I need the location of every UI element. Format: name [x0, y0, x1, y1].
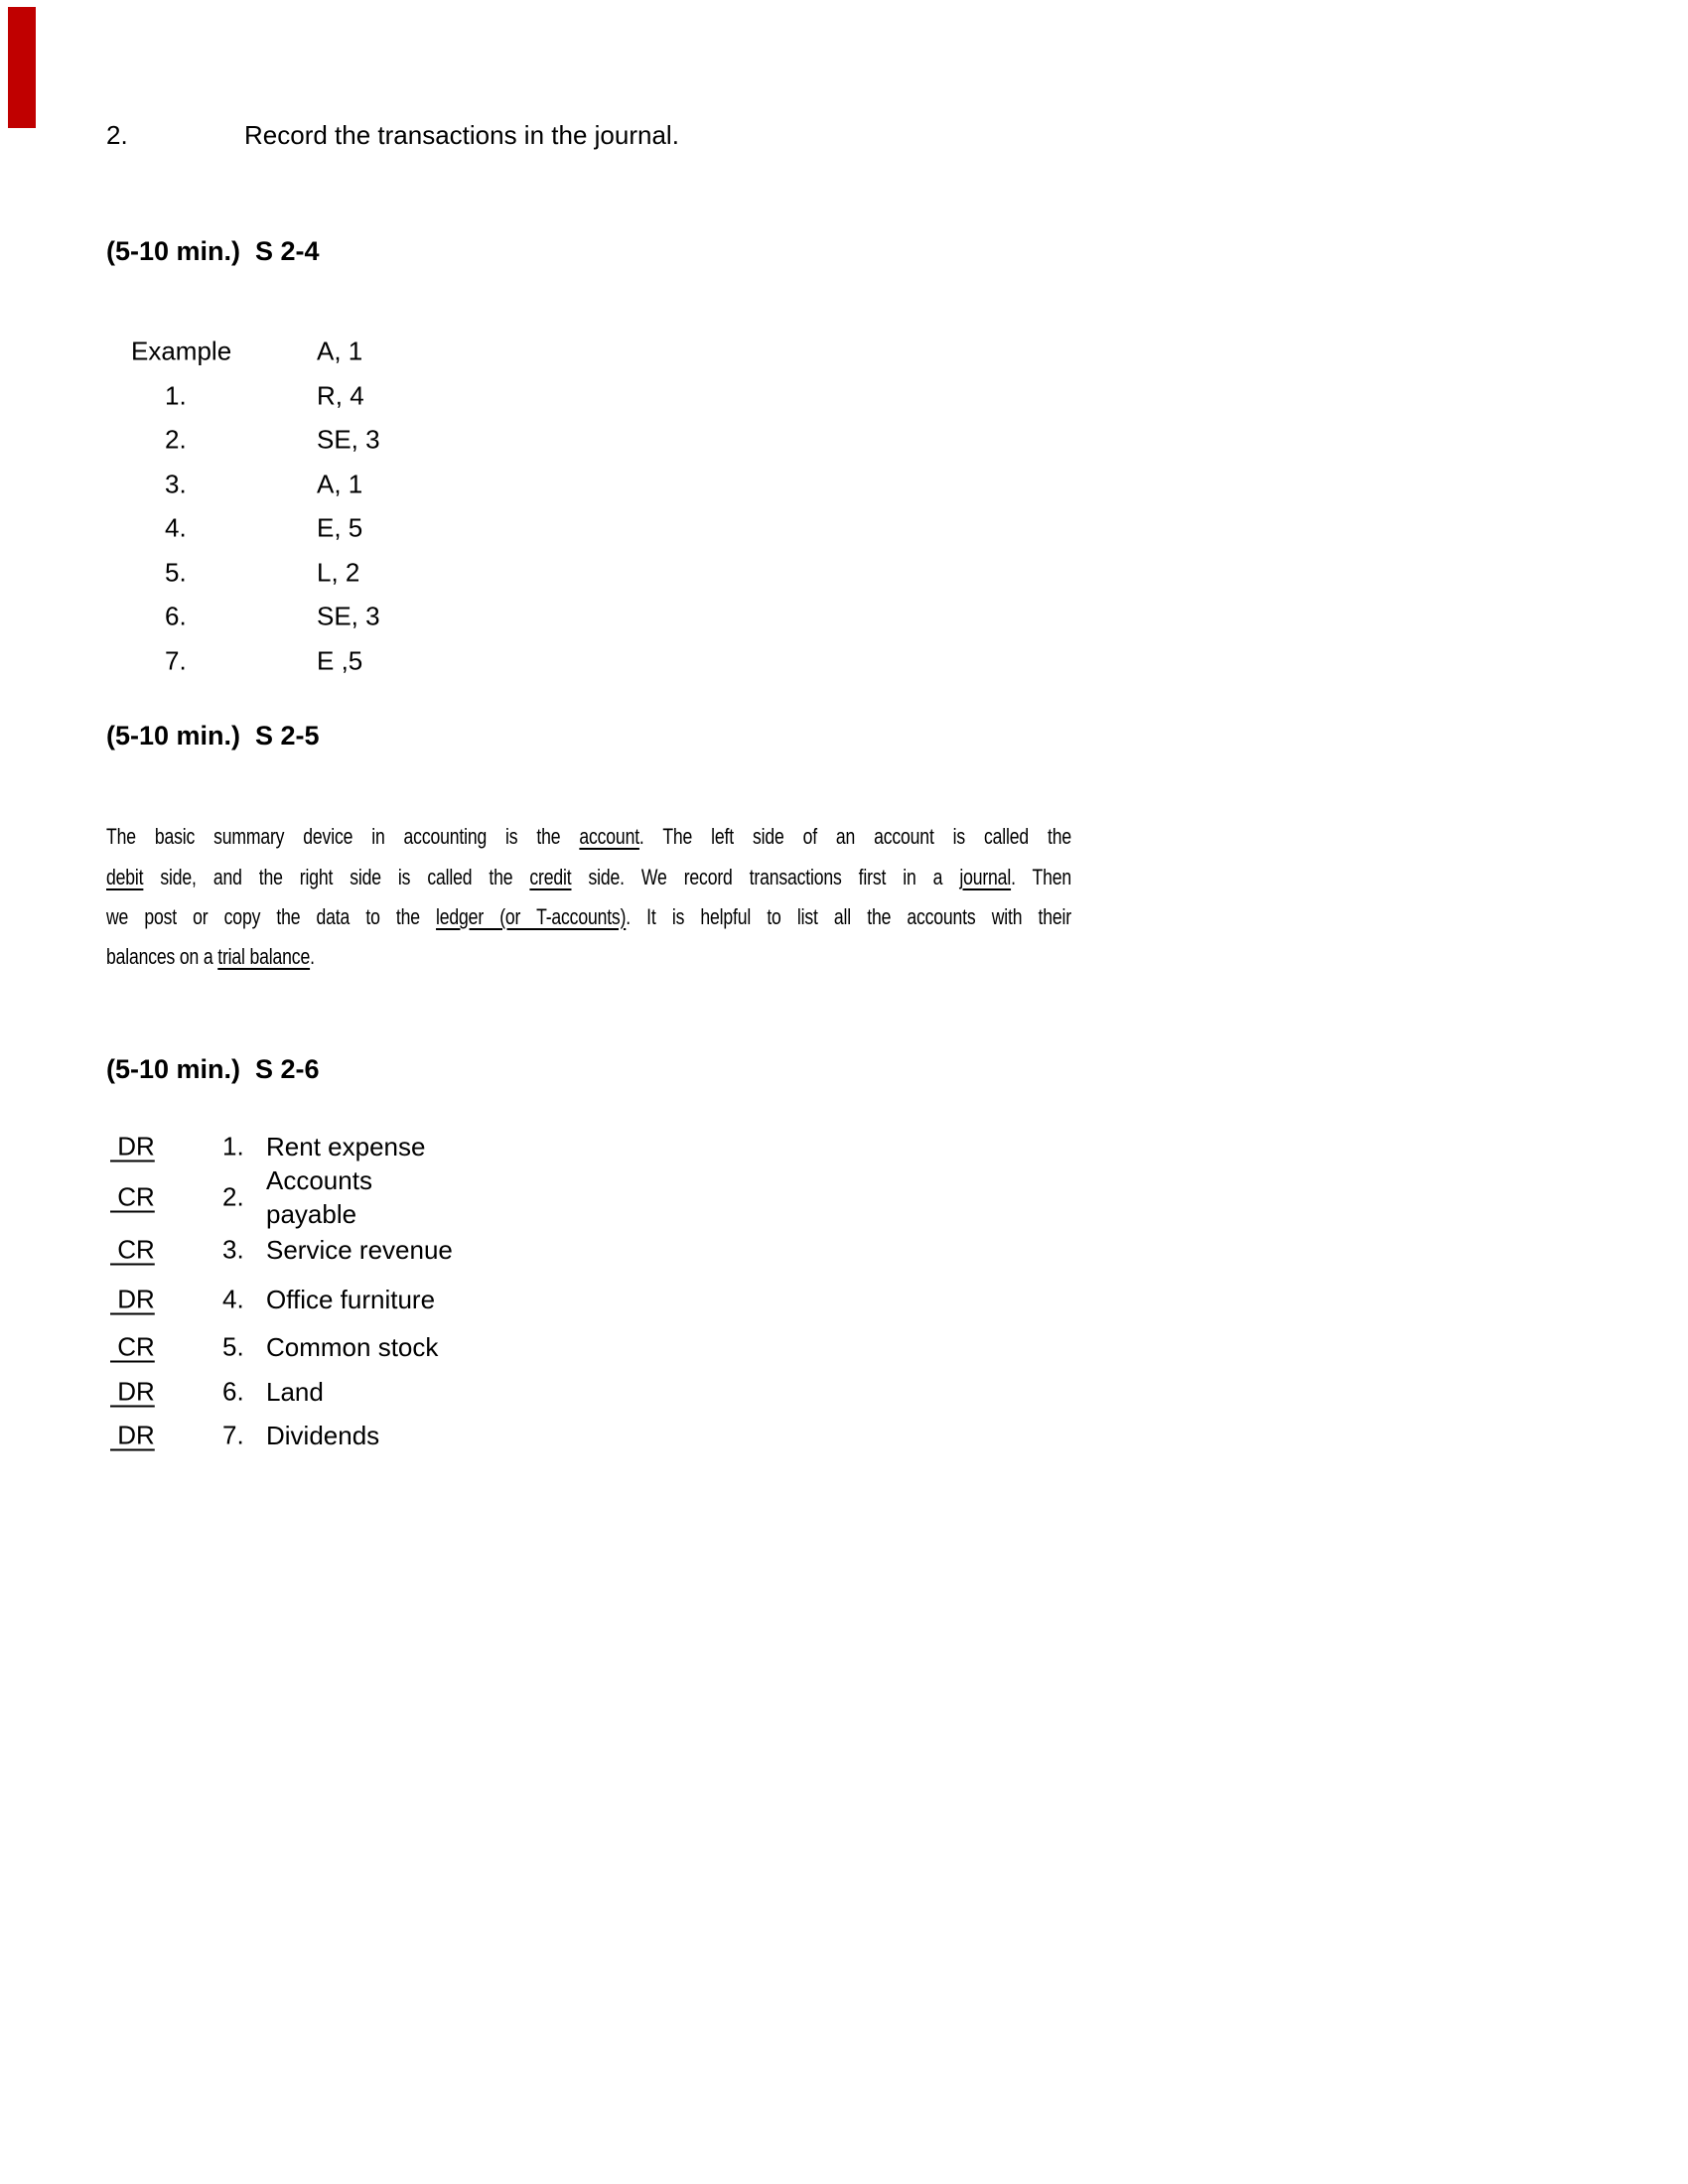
account-label	[266, 1130, 425, 1163]
account-label	[266, 1233, 453, 1267]
account-label-line1: Office furniture	[266, 1285, 436, 1314]
item-label: 3.	[165, 469, 187, 499]
paragraph-line	[106, 942, 1071, 972]
section-heading-s2-5: (5-10 min.) S 2-5	[106, 721, 320, 751]
item-label: Example	[131, 336, 232, 366]
dr-cr-answer: CR	[110, 1331, 155, 1362]
list-item	[110, 1370, 805, 1414]
dr-cr-answer: CR	[110, 1181, 155, 1212]
account-label	[266, 1163, 372, 1231]
item-number: 5.	[222, 1331, 244, 1362]
item-number: 6.	[222, 1376, 244, 1407]
paragraph-line	[106, 822, 1071, 852]
list-item	[110, 1124, 805, 1169]
item-label: 7.	[165, 645, 187, 676]
account-label	[266, 1330, 438, 1364]
underlined-term: credit	[529, 865, 572, 889]
intro-item-number: 2.	[106, 120, 128, 150]
list-item	[106, 330, 603, 374]
item-value: SE, 3	[317, 601, 380, 631]
list-item	[106, 551, 603, 596]
item-label: 6.	[165, 601, 187, 631]
account-label-line1: Dividends	[266, 1421, 380, 1450]
list-item	[110, 1414, 805, 1457]
text-segment: . The left side of an account is called the	[638, 824, 1072, 849]
item-number: 2.	[222, 1181, 244, 1212]
underlined-term: debit	[106, 865, 144, 889]
account-label-line1: Rent expense	[266, 1132, 426, 1161]
item-number: 3.	[222, 1234, 244, 1265]
account-label-line1: Accounts	[266, 1165, 372, 1195]
text-segment: side. We record transactions first in a	[571, 865, 960, 889]
item-number: 7.	[222, 1420, 244, 1450]
text-segment: balances on a	[106, 944, 218, 969]
text-segment: . Then	[1011, 865, 1071, 889]
item-number: 1.	[222, 1131, 244, 1161]
dr-cr-answer: DR	[110, 1376, 155, 1407]
text-segment: we post or copy the data to the	[106, 904, 437, 929]
dr-cr-answer: DR	[110, 1131, 155, 1161]
s2-4-answer-list	[106, 330, 603, 683]
intro-item-text: Record the transactions in the journal.	[244, 120, 679, 150]
account-label	[266, 1419, 379, 1452]
item-label: 2.	[165, 424, 187, 455]
item-value: A, 1	[317, 336, 363, 366]
list-item	[110, 1275, 805, 1324]
account-label-line1: Common stock	[266, 1332, 439, 1362]
item-label: 1.	[165, 380, 187, 411]
item-value: E, 5	[317, 512, 363, 543]
item-value: R, 4	[317, 380, 364, 411]
item-value: SE, 3	[317, 424, 380, 455]
item-label: 4.	[165, 512, 187, 543]
text-segment: side, and the right side is called the	[143, 865, 530, 889]
underlined-term: trial balance	[217, 944, 311, 969]
text-segment: The basic summary device in accounting is the	[106, 824, 580, 849]
item-number: 4.	[222, 1284, 244, 1314]
section-heading-s2-4: (5-10 min.) S 2-4	[106, 236, 320, 266]
underlined-term: ledger (or T-accounts)	[436, 904, 627, 929]
item-label: 5.	[165, 557, 187, 588]
dr-cr-answer: DR	[110, 1284, 155, 1314]
section-heading-s2-6: (5-10 min.) S 2-6	[106, 1054, 320, 1084]
list-item	[106, 595, 603, 639]
s2-6-answer-list	[110, 1124, 805, 1457]
account-label-line1: Land	[266, 1377, 324, 1407]
list-item	[110, 1324, 805, 1370]
account-label	[266, 1375, 324, 1409]
list-item	[106, 506, 603, 551]
dr-cr-answer: CR	[110, 1234, 155, 1265]
paragraph-line	[106, 902, 1071, 932]
list-item	[106, 639, 603, 684]
item-value: E ,5	[317, 645, 363, 676]
list-item	[106, 418, 603, 463]
list-item	[106, 374, 603, 419]
item-value: L, 2	[317, 557, 360, 588]
underlined-term: account	[579, 824, 639, 849]
account-label-line1: Service revenue	[266, 1235, 453, 1265]
account-label-line2: payable	[266, 1199, 357, 1229]
text-segment: .	[310, 944, 315, 969]
red-margin-marker	[8, 7, 36, 128]
list-item	[110, 1225, 805, 1275]
text-segment: . It is helpful to list all the accounts with their	[626, 904, 1071, 929]
item-value: A, 1	[317, 469, 363, 499]
list-item	[106, 463, 603, 507]
list-item	[110, 1165, 805, 1229]
paragraph-line	[106, 863, 1071, 892]
underlined-term: journal	[959, 865, 1012, 889]
dr-cr-answer: DR	[110, 1420, 155, 1450]
account-label	[266, 1283, 435, 1316]
